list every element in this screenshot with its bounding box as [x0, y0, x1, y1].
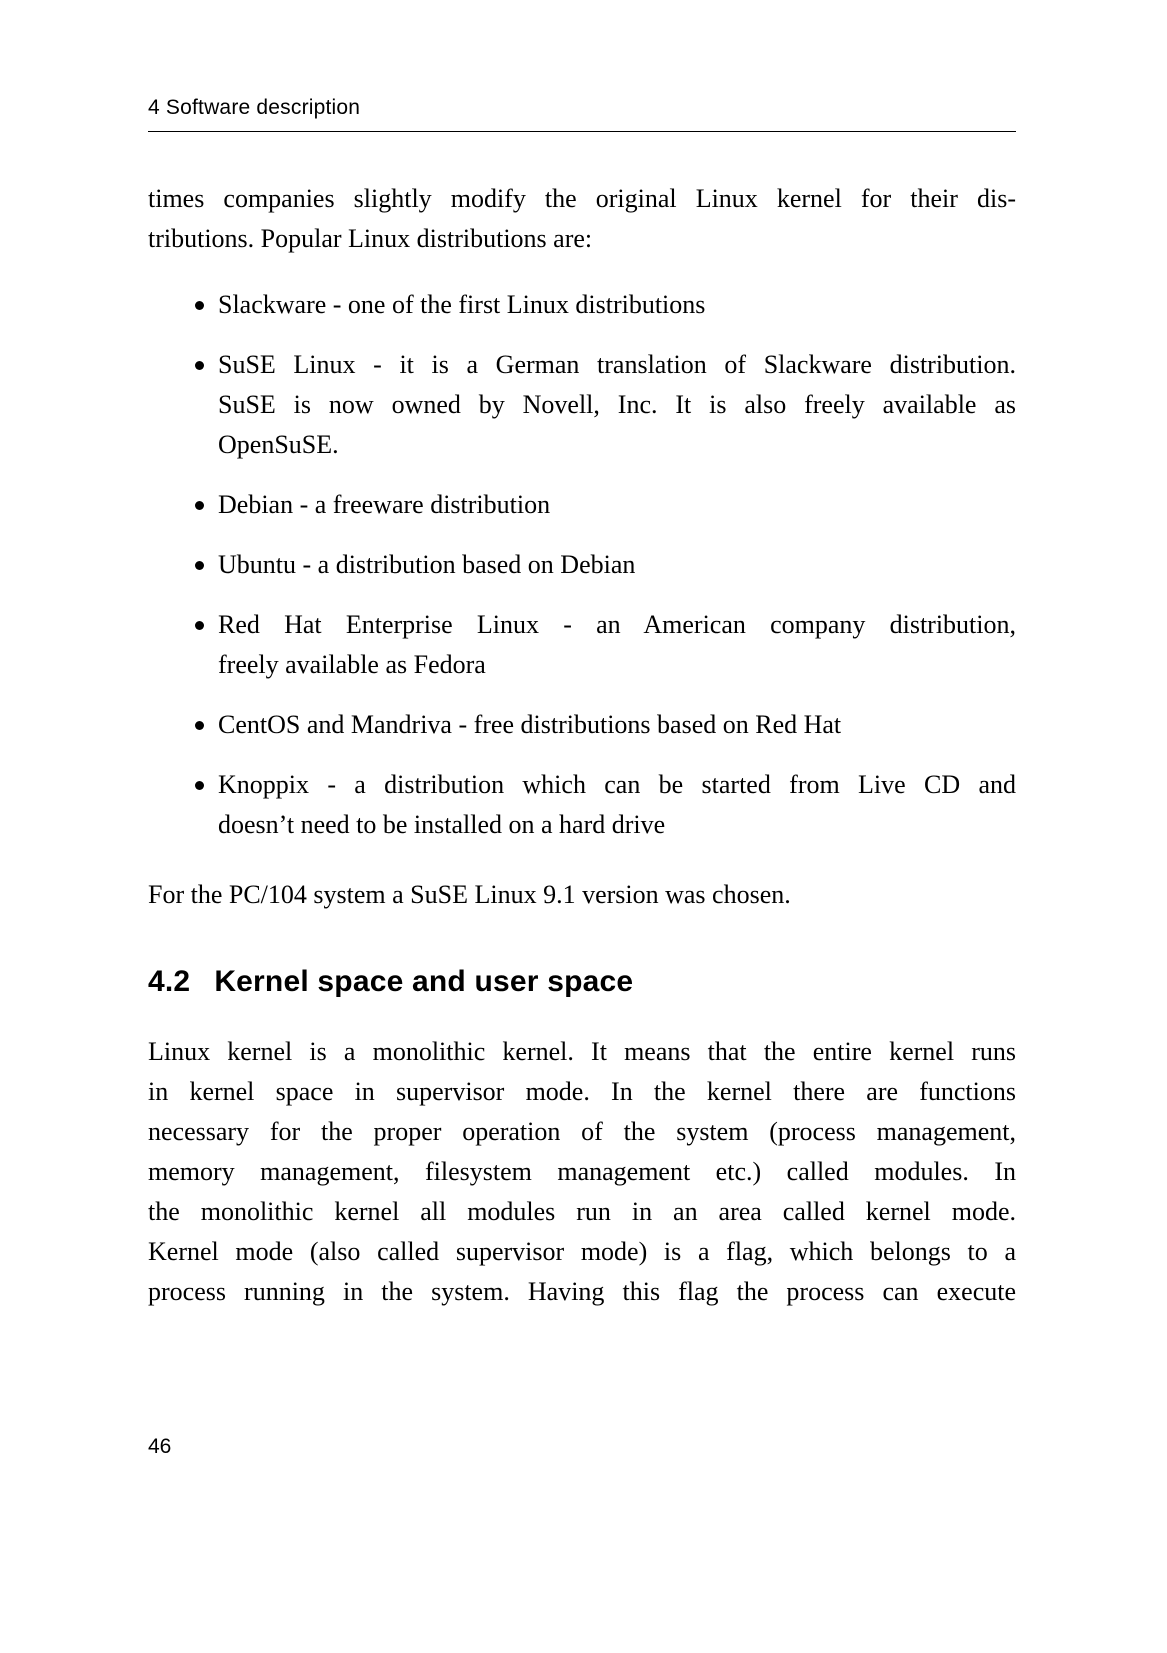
- bullet-icon: [195, 301, 204, 310]
- list-item-text: [218, 345, 1016, 465]
- text-line: necessary for the proper operation of the system (process management,: [148, 1117, 1016, 1147]
- section-title: Kernel space and user space: [214, 965, 634, 999]
- section-heading: [148, 964, 1016, 1000]
- text-line: in kernel space in supervisor mode. In the kernel there are functions: [148, 1077, 1016, 1107]
- text-line: Slackware - one of the first Linux distributions: [218, 290, 706, 320]
- text-line: Red Hat Enterprise Linux - an American company distribution,: [218, 610, 1016, 640]
- text-line: process running in the system. Having this flag the process can execute: [148, 1277, 1016, 1307]
- text-line: Linux kernel is a monolithic kernel. It means that the entire kernel runs: [148, 1037, 1016, 1067]
- text-line: times companies slightly modify the original Linux kernel for their dis-: [148, 184, 1016, 214]
- list-item: [148, 545, 1016, 585]
- bullet-icon: [195, 721, 204, 730]
- intro-paragraph: [148, 179, 1016, 259]
- bullet-icon: [195, 561, 204, 570]
- list-item: [148, 485, 1016, 525]
- text-line: tributions. Popular Linux distributions are:: [148, 224, 593, 254]
- list-item: [148, 345, 1016, 465]
- text-line: SuSE Linux - it is a German translation of Slackware distribution.: [218, 350, 1016, 380]
- list-item: [148, 765, 1016, 845]
- conclusion-line: For the PC/104 system a SuSE Linux 9.1 version was chosen.: [148, 880, 791, 910]
- text-line: SuSE is now owned by Novell, Inc. It is also freely available as: [218, 390, 1016, 420]
- list-item-text: [218, 765, 1016, 845]
- text-block: [148, 96, 1016, 1338]
- list-item-text: [218, 705, 1016, 745]
- section-number: 4.2: [148, 965, 191, 999]
- bullet-icon: [195, 781, 204, 790]
- text-line: Ubuntu - a distribution based on Debian: [218, 550, 636, 580]
- bullet-icon: [195, 621, 204, 630]
- page-number: 46: [148, 1435, 172, 1458]
- text-line: doesn’t need to be installed on a hard drive: [218, 810, 666, 840]
- text-line: memory management, filesystem management etc.) called modules. In: [148, 1157, 1016, 1187]
- list-item: [148, 705, 1016, 745]
- list-item-text: [218, 605, 1016, 685]
- bullet-icon: [195, 501, 204, 510]
- list-item-text: [218, 285, 1016, 325]
- list-item-text: [218, 545, 1016, 585]
- body-paragraph: [148, 1032, 1016, 1312]
- list-item-text: [218, 485, 1016, 525]
- text-line: Kernel mode (also called supervisor mode) is a flag, which belongs to a: [148, 1237, 1016, 1267]
- bullet-icon: [195, 361, 204, 370]
- running-header: 4 Software description: [148, 96, 1016, 132]
- text-line: Knoppix - a distribution which can be started from Live CD and: [218, 770, 1016, 800]
- distribution-list: [148, 285, 1016, 845]
- list-item: [148, 285, 1016, 325]
- text-line: Debian - a freeware distribution: [218, 490, 551, 520]
- list-item: [148, 605, 1016, 685]
- text-line: freely available as Fedora: [218, 650, 486, 680]
- text-line: CentOS and Mandriva - free distributions based on Red Hat: [218, 710, 842, 740]
- text-line: the monolithic kernel all modules run in an area called kernel mode.: [148, 1197, 1016, 1227]
- text-line: OpenSuSE.: [218, 430, 339, 460]
